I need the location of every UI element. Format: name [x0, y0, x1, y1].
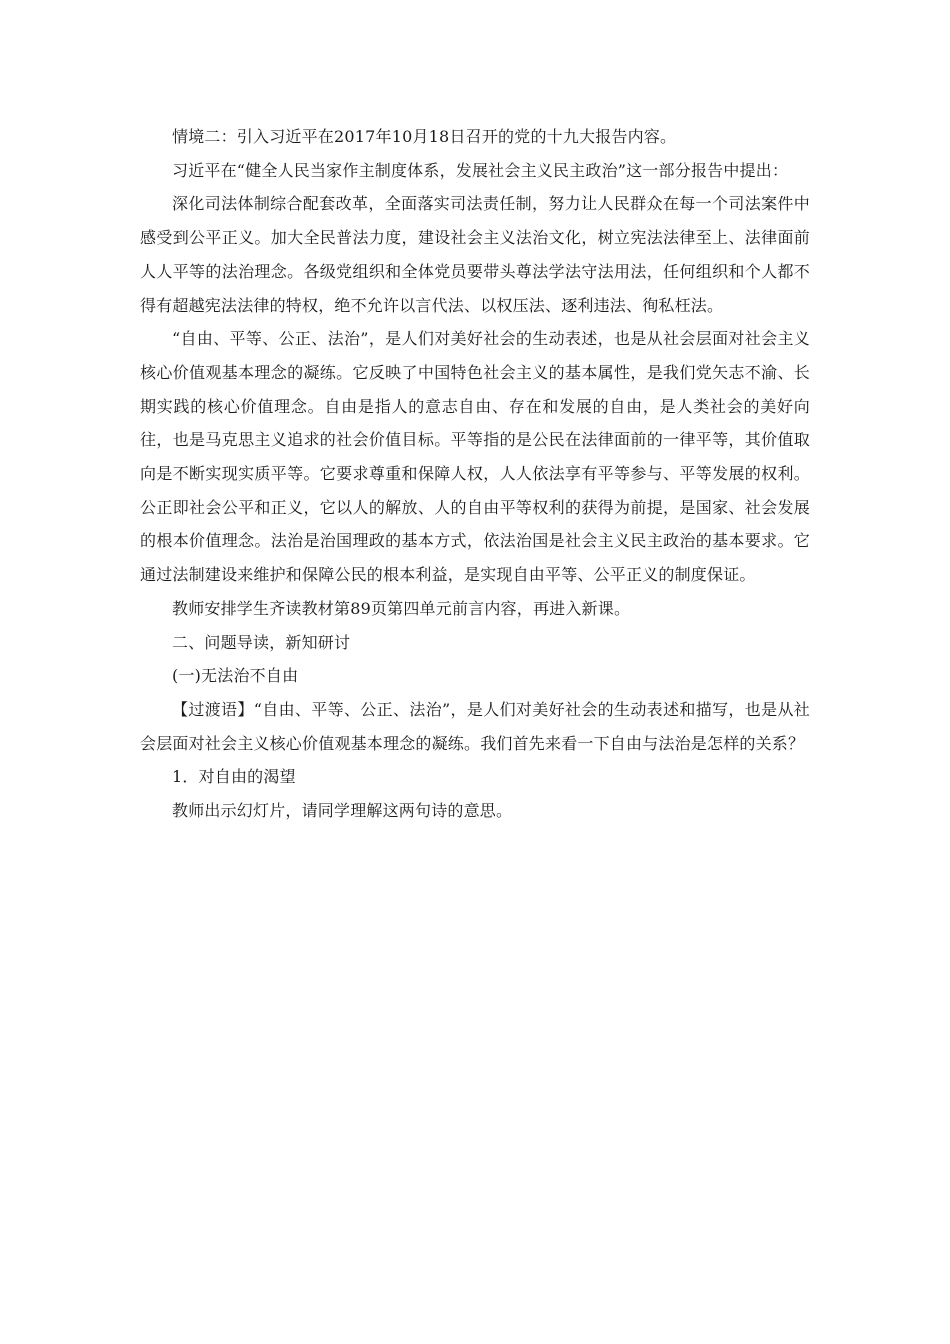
section-heading-two: 二、问题导读，新知研讨	[172, 632, 351, 652]
paragraph-transition: 【过渡语】“自由、平等、公正、法治”，是人们对美好社会的生动表述和描写，也是从社会层面对社会主义核心价值观基本理念的凝练。我们首先来看一下自由与法治是怎样的关系？	[140, 699, 810, 753]
paragraph-teacher-reading: 教师安排学生齐读教材第89页第四单元前言内容，再进入新课。	[172, 598, 631, 618]
paragraph-report-quote: 深化司法体制综合配套改革，全面落实司法责任制，努力让人民群众在每一个司法案件中感受到公平正义。加大全民普法力度，建设社会主义法治文化，树立宪法法律至上、法律面前人人平等的法治理念。各级党组织和全体党员要带头尊法学法守法用法，任何组织和个人都不得有超越宪法法律的特权，绝不允许以言代法、以权压法、逐利违法、徇私枉法。	[140, 194, 810, 315]
subsection-heading-one: (一)无法治不自由	[172, 666, 299, 686]
paragraph-report-intro: 习近平在“健全人民当家作主制度体系，发展社会主义民主政治”这一部分报告中提出：	[172, 160, 789, 180]
document-body	[140, 120, 810, 828]
paragraph-core-values: “自由、平等、公正、法治”，是人们对美好社会的生动表述，也是从社会层面对社会主义核心价值观基本理念的凝练。它反映了中国特色社会主义的基本属性，是我们党矢志不渝、长期实践的核心价值理念。自由是指人的意志自由、存在和发展的自由，是人类社会的美好向往，也是马克思主义追求的社会价值目标。平等指的是公民在法律面前的一律平等，其价值取向是不断实现实质平等。它要求尊重和保障人权，人人依法享有平等参与、平等发展的权利。公正即社会公平和正义，它以人的解放、人的自由平等权利的获得为前提，是国家、社会发展的根本价值理念。法治是治国理政的基本方式，依法治国是社会主义民主政治的基本要求。它通过法制建设来维护和保障公民的根本利益，是实现自由平等、公平正义的制度保证。	[140, 329, 810, 585]
item-heading-one: 1．对自由的渴望	[172, 767, 296, 787]
paragraph-scenario-two: 情境二：引入习近平在2017年10月18日召开的党的十九大报告内容。	[172, 127, 677, 146]
paragraph-teacher-slides: 教师出示幻灯片，请同学理解这两句诗的意思。	[172, 801, 513, 821]
